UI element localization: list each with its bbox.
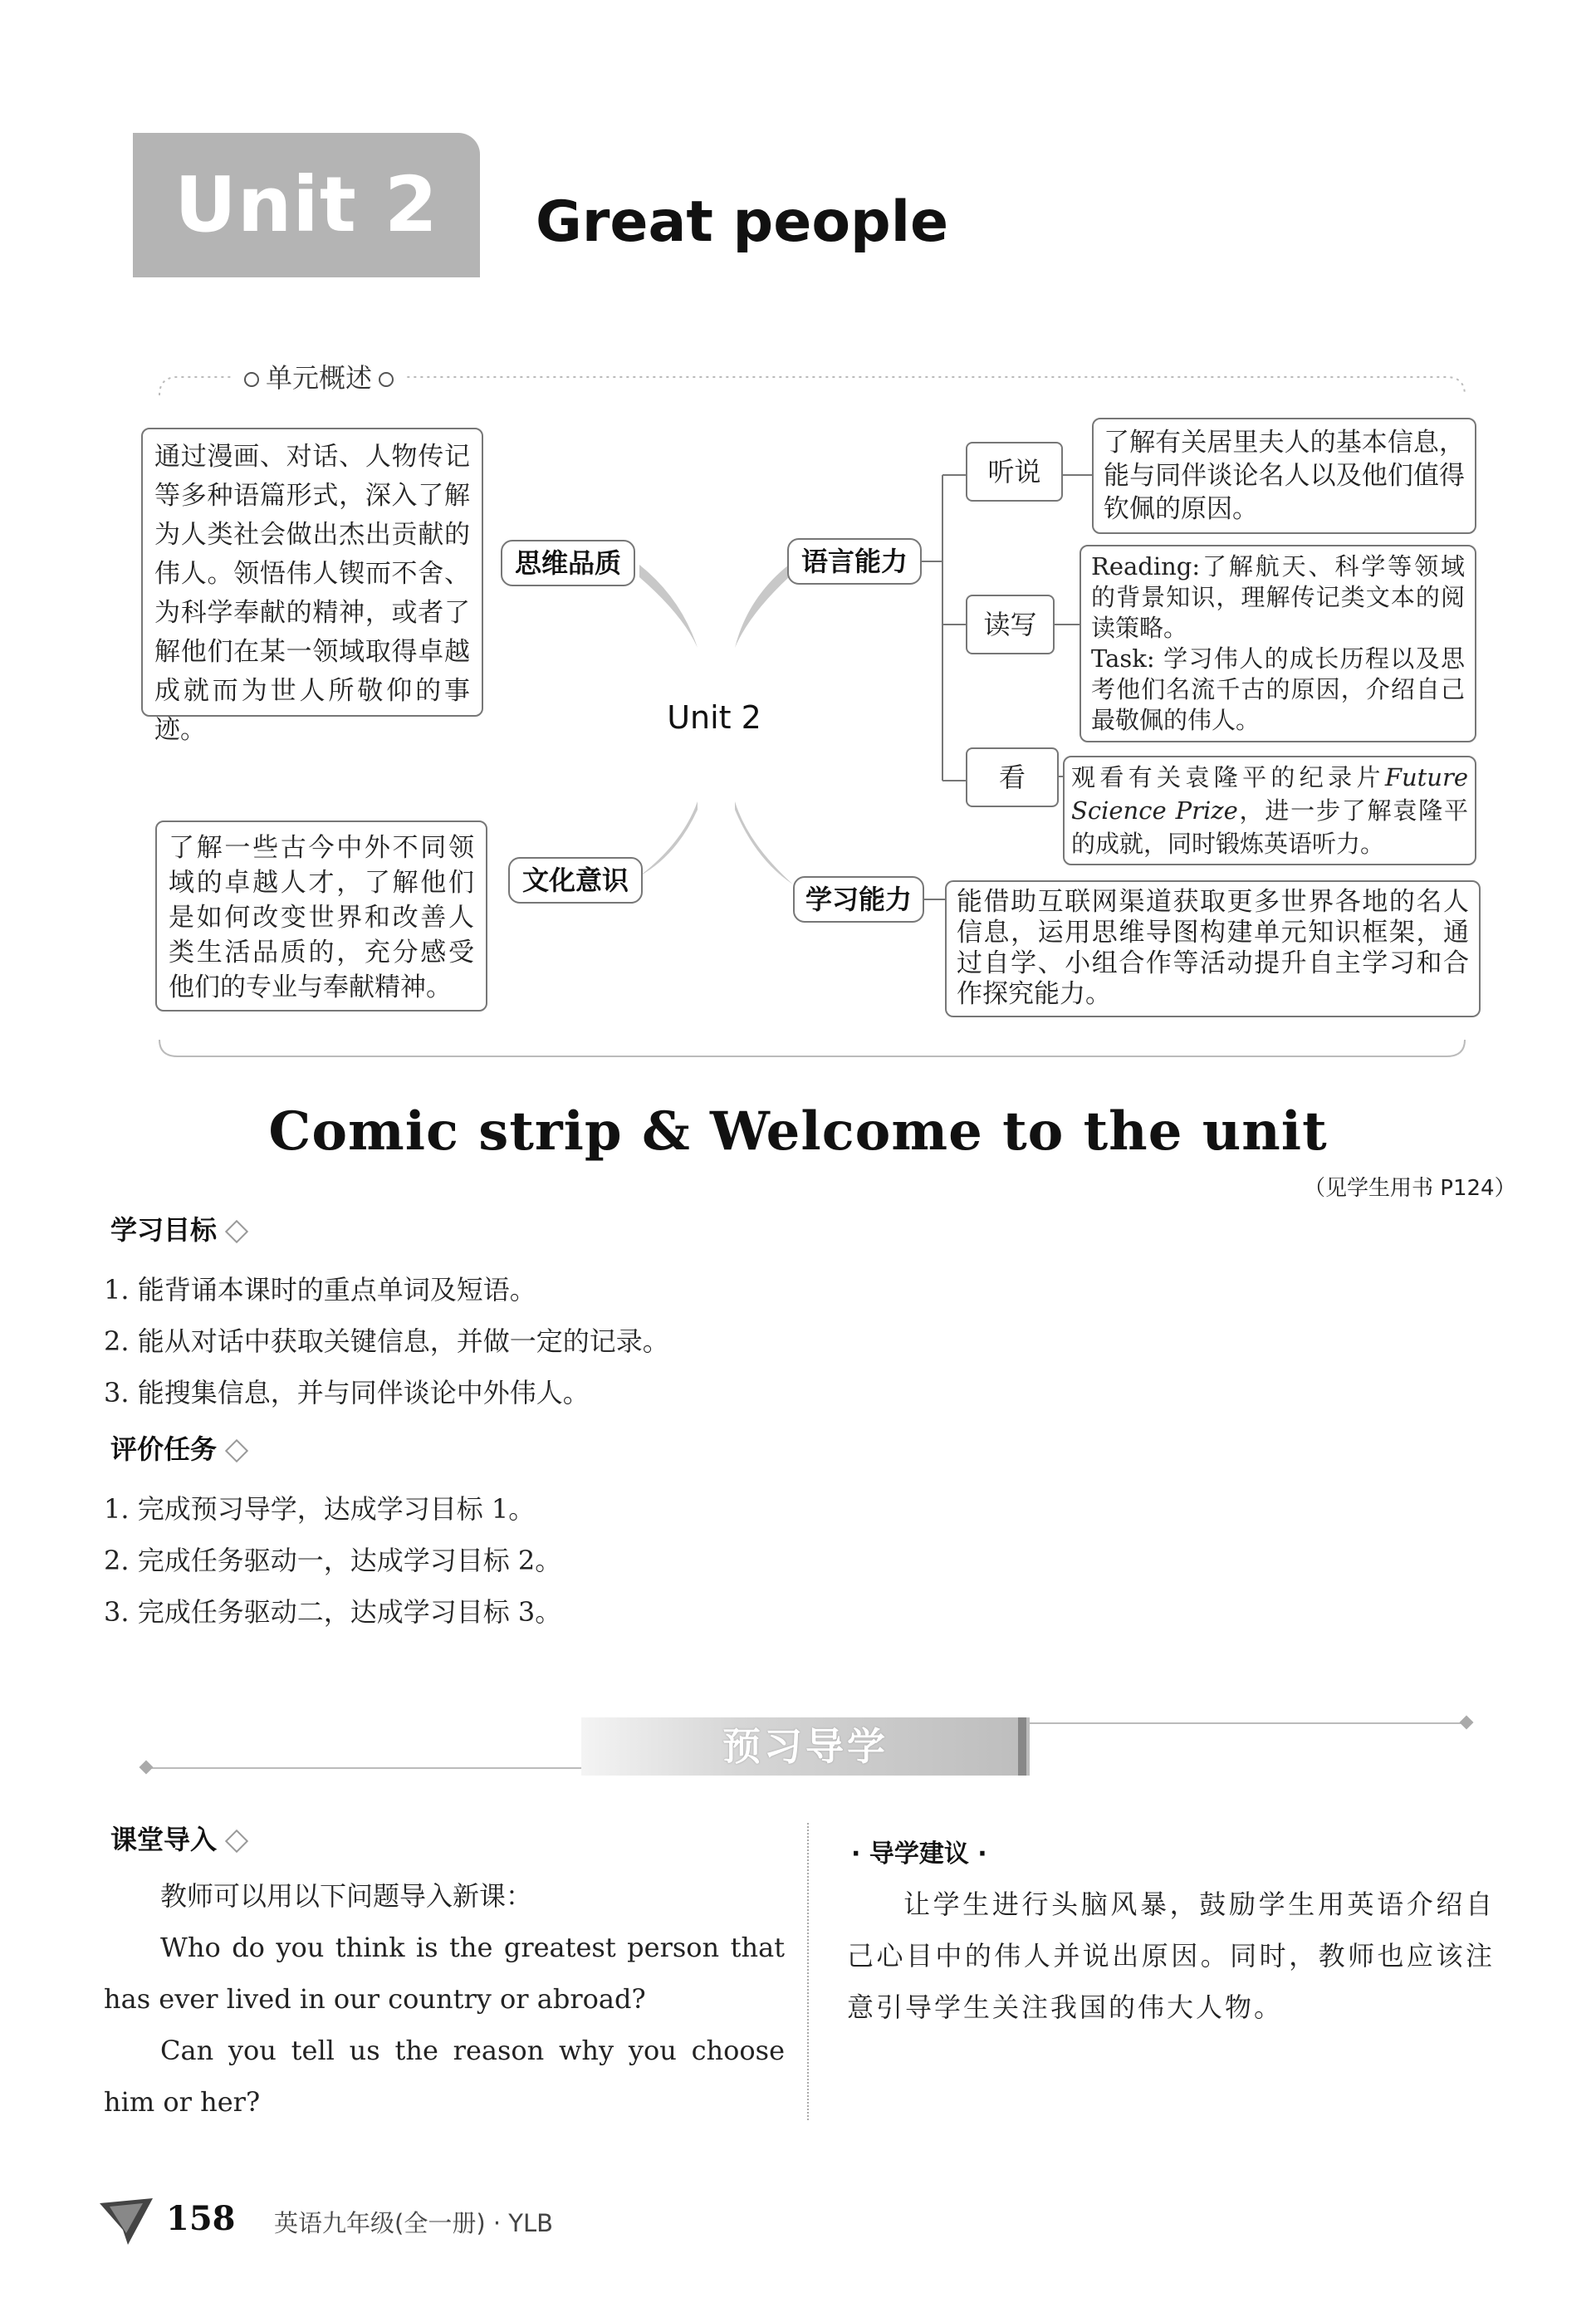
page-corner-icon <box>98 2197 156 2246</box>
banner-rule-right <box>1028 1722 1468 1724</box>
listening-box <box>1092 418 1476 534</box>
objective-item: 1. 能背诵本课时的重点单词及短语。 <box>104 1274 536 1306</box>
mindmap-center: Unit 2 <box>667 699 761 736</box>
objective-item: 3. 能搜集信息，并与同伴谈论中外伟人。 <box>104 1377 590 1408</box>
student-book-ref: （见学生用书 P124） <box>1304 1176 1516 1201</box>
intro-question-1: Who do you think is the greatest person that has ever lived in our country or abroad? <box>104 1932 785 2015</box>
tasks-heading: 评价任务 <box>110 1428 245 1467</box>
objective-item: 2. 能从对话中获取关键信息，并做一定的记录。 <box>104 1325 669 1357</box>
learning-box <box>945 880 1481 1017</box>
culture-box <box>155 821 487 1012</box>
task-item: 2. 完成任务驱动一，达成学习目标 2。 <box>104 1545 562 1576</box>
section-title: Comic strip & Welcome to the unit <box>268 1100 1328 1163</box>
banner-dot-right <box>1460 1716 1474 1730</box>
book-title: 英语九年级(全一册) · YLB <box>274 2209 554 2237</box>
culture-text: 了解一些古今中外不同领域的卓越人才，了解他们是如何改变世界和改善人类生活品质的，充分感受他们的专业与奉献精神。 <box>169 833 474 1002</box>
listening-skill-label: 听说 <box>966 442 1063 502</box>
preview-banner-text: 预习导学 <box>722 1724 889 1769</box>
learning-text: 能借助互联网渠道获取更多世界各地的名人信息，运用思维导图构建单元知识框架，通过自学、小组合作等活动提升自主学习和合作探究能力。 <box>957 887 1469 1009</box>
intro-lead: 教师可以用以下问题导入新课： <box>160 1880 533 1912</box>
intro-heading: 课堂导入 <box>110 1819 245 1857</box>
column-divider <box>807 1823 809 2120</box>
reading-box <box>1080 545 1476 742</box>
reading-text-task: Task: 学习伟人的成长历程以及思考他们名流千古的原因，介绍自己最敬佩的伟人。 <box>1091 644 1465 734</box>
thinking-tag: 思维品质 <box>501 540 635 586</box>
listening-text: 了解有关居里夫人的基本信息，能与同伴谈论名人以及他们值得钦佩的原因。 <box>1104 428 1465 524</box>
thinking-text: 通过漫画、对话、人物传记等多种语篇形式，深入了解为人类社会做出杰出贡献的伟人。领悟伟人锲而不舍、为科学奉献的精神，或者了解他们在某一领域取得卓越成就而为世人所敬仰的事迹。 <box>154 442 470 745</box>
viewing-box <box>1063 756 1476 865</box>
reading-skill-label: 读写 <box>966 595 1055 654</box>
diamond-icon <box>225 1439 248 1462</box>
guide-heading: · 导学建议 · <box>851 1839 987 1869</box>
reading-text-reading: Reading:了解航天、科学等领域的背景知识，理解传记类文本的阅读策略。 <box>1091 552 1465 642</box>
viewing-text-post: ，进一步了解袁隆平的成就，同时锻炼英语听力。 <box>1071 796 1468 858</box>
learning-tag: 学习能力 <box>793 876 924 923</box>
guide-text: 让学生进行头脑风暴，鼓励学生用英语介绍自己心目中的伟人并说出原因。同时，教师也应该注意引导学生关注我国的伟大人物。 <box>847 1888 1495 2023</box>
page-number: 158 <box>166 2199 236 2238</box>
task-item: 1. 完成预习导学，达成学习目标 1。 <box>104 1493 536 1525</box>
banner-dot-left <box>140 1761 154 1775</box>
culture-tag: 文化意识 <box>508 857 643 904</box>
unit-title: Great people <box>536 189 949 255</box>
unit-label: Unit 2 <box>174 160 438 249</box>
task-item: 3. 完成任务驱动二，达成学习目标 3。 <box>104 1596 562 1628</box>
objectives-heading: 学习目标 <box>110 1209 245 1247</box>
diamond-icon <box>225 1830 248 1853</box>
viewing-text-title: Future Science Prize <box>1071 763 1468 825</box>
viewing-skill-label: 看 <box>966 747 1059 807</box>
overview-title: 单元概述 <box>234 357 404 395</box>
language-tag: 语言能力 <box>787 538 922 585</box>
intro-question-2: Can you tell us the reason why you choose him or her? <box>104 2035 785 2118</box>
viewing-text-pre: 观看有关袁隆平的纪录片 <box>1071 763 1385 791</box>
thinking-box <box>141 428 483 745</box>
diamond-icon <box>225 1220 248 1243</box>
